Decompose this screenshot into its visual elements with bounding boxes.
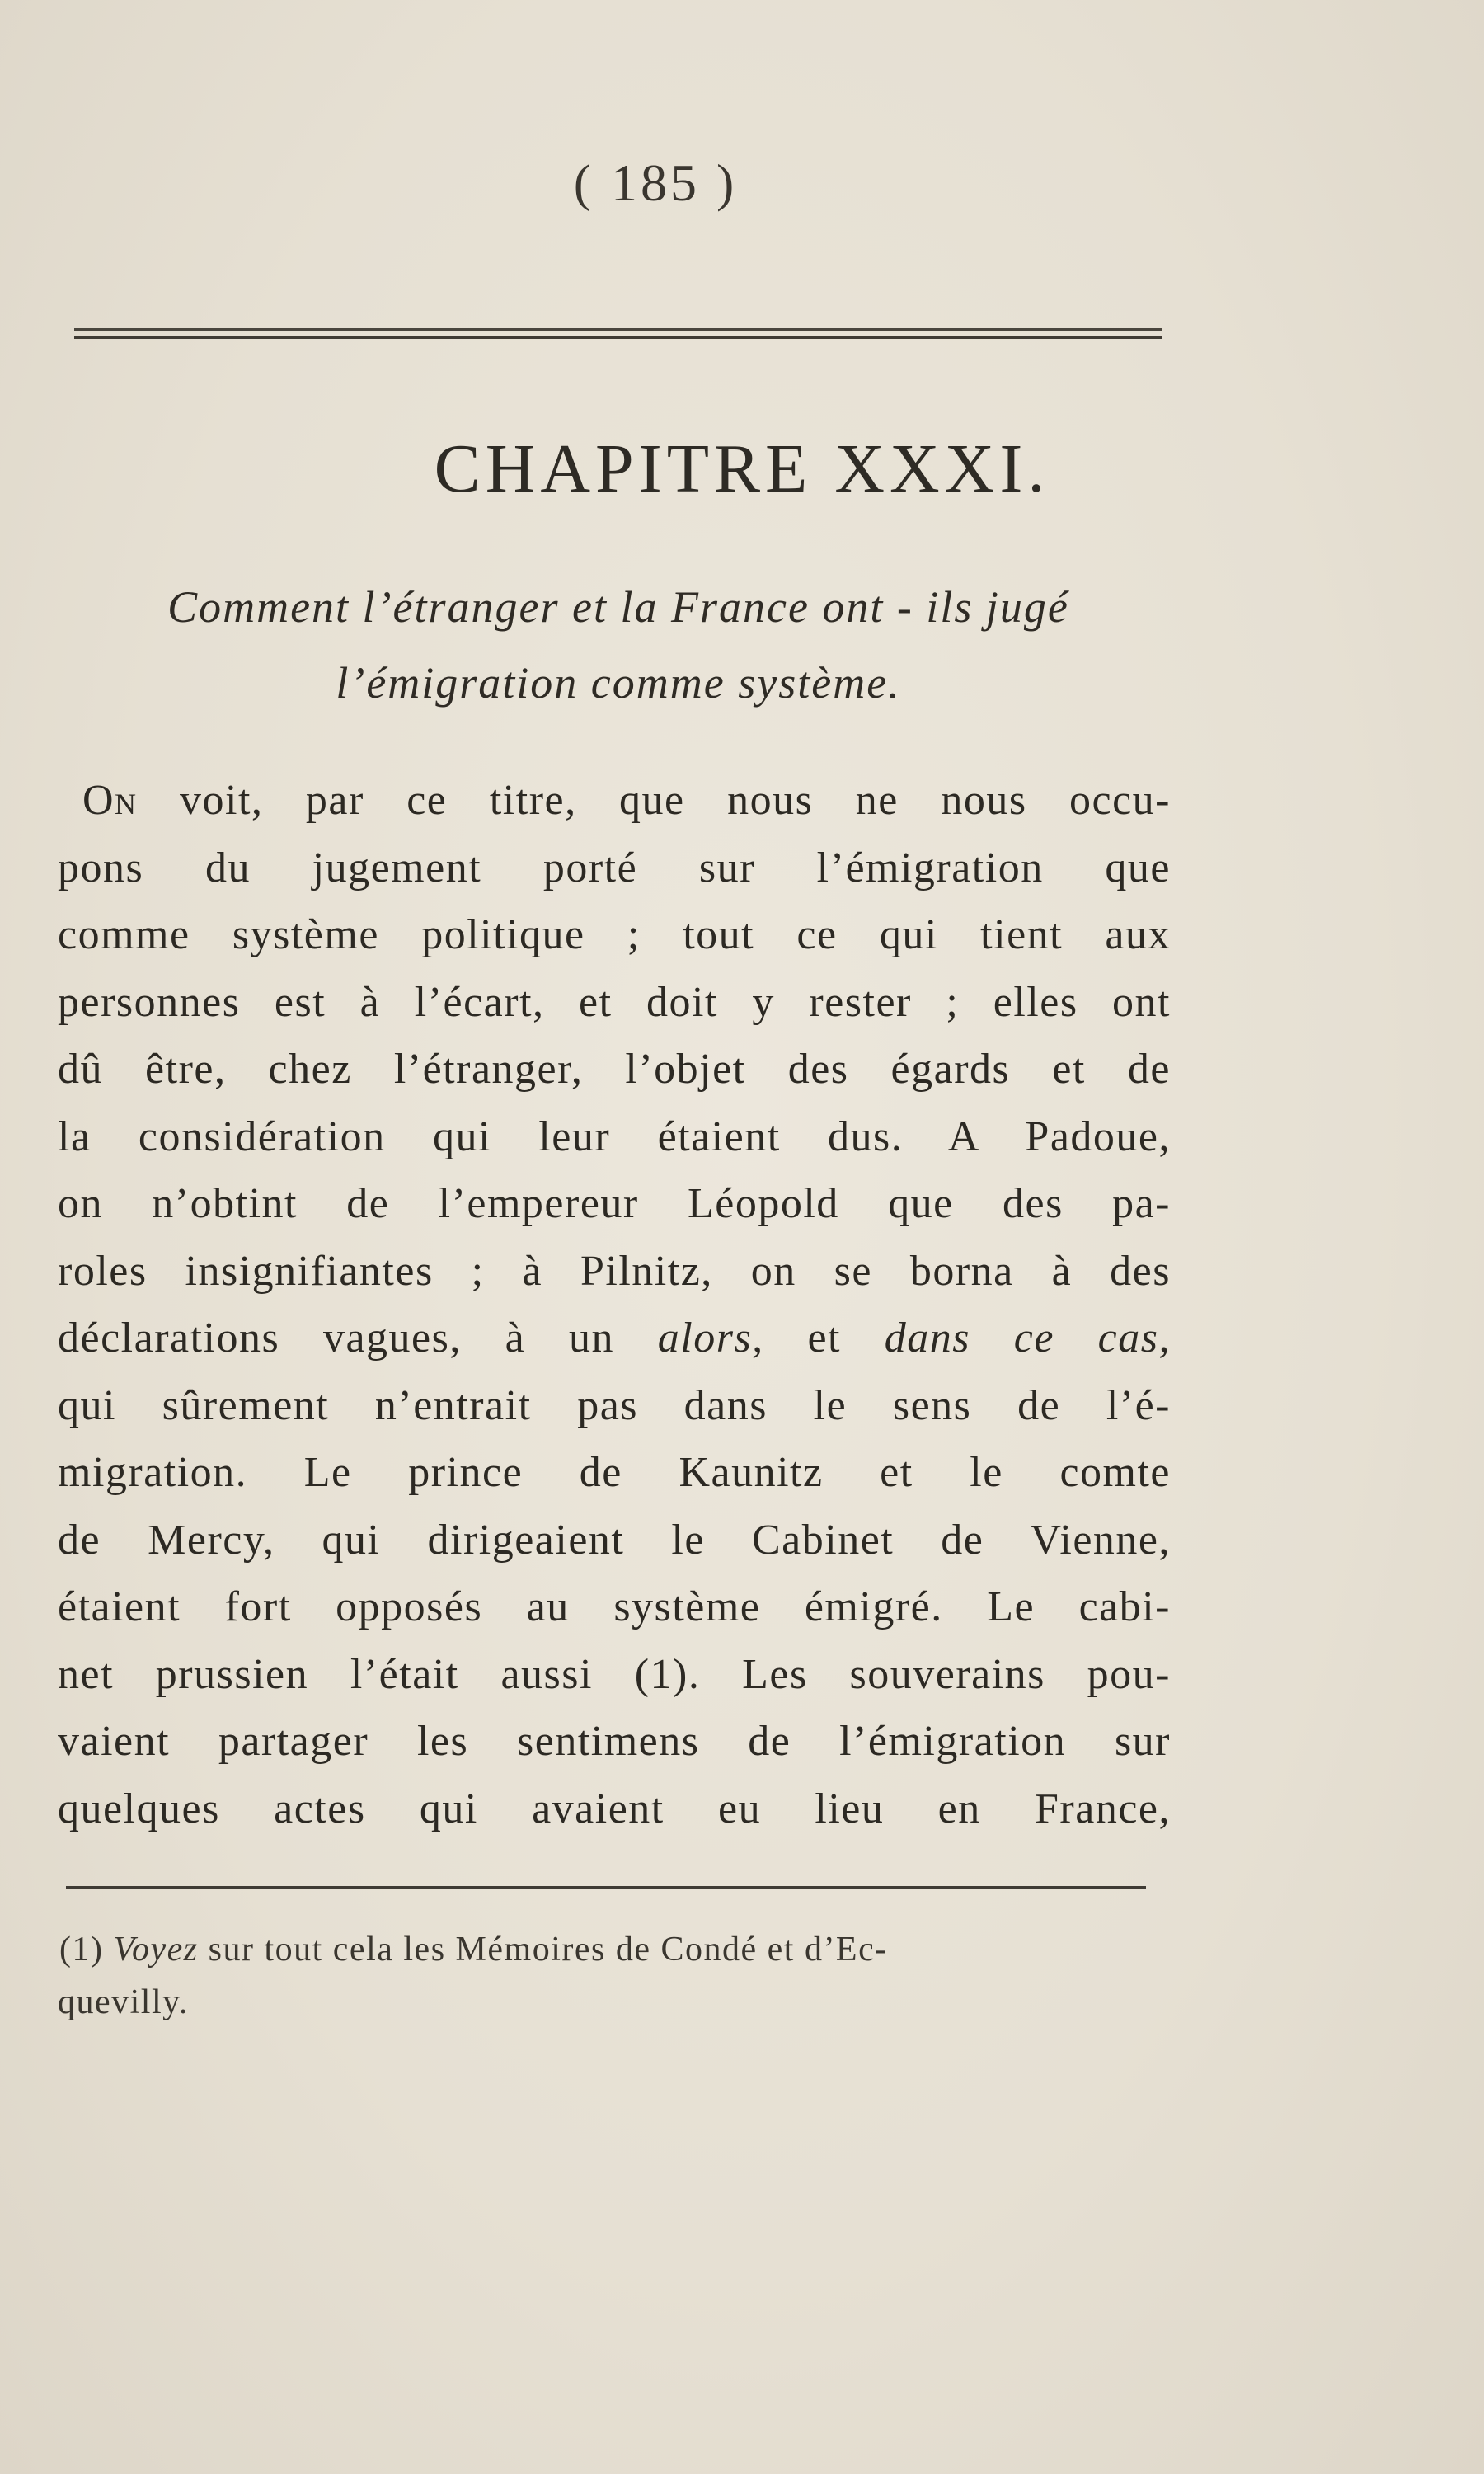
- body-line: la considération qui leur étaient dus. A Padoue,: [58, 1112, 1171, 1160]
- body-line: net prussien l’était aussi (1). Les souverains pou-: [58, 1650, 1171, 1698]
- subtitle-line: l’émigration comme système.: [336, 658, 901, 708]
- drop-word: On: [82, 777, 138, 824]
- body-line: qui sûrement n’entrait pas dans le sens de l’é-: [58, 1381, 1171, 1429]
- body-line: roles insignifiantes ; à Pilnitz, on se borna à des: [58, 1247, 1171, 1295]
- body-line: étaient fort opposés au système émigré. Le cabi-: [58, 1583, 1171, 1630]
- body-line: vaient partager les sentimens de l’émigration sur: [58, 1718, 1171, 1765]
- body-line-text: et: [763, 1315, 885, 1362]
- body-line: [58, 1305, 1171, 1372]
- body-line: pons du jugement porté sur l’émigration que: [58, 844, 1171, 891]
- italic-phrase: dans ce cas,: [884, 1315, 1171, 1362]
- body-line: [58, 767, 1171, 835]
- body-line: quelques actes qui avaient eu lieu en France,: [58, 1785, 1171, 1832]
- header-rule: [74, 328, 1162, 340]
- body-line-text: déclarations vagues, à un: [58, 1315, 658, 1362]
- header-rule-thin: [74, 328, 1162, 331]
- italic-phrase: alors,: [657, 1315, 764, 1362]
- page-number: ( 185 ): [573, 153, 738, 212]
- body-line: dû être, chez l’étranger, l’objet des égards et de: [58, 1046, 1171, 1093]
- footnote-marker: (1): [59, 1931, 114, 1968]
- body-line: on n’obtint de l’empereur Léopold que des pa-: [58, 1180, 1171, 1227]
- body-line: comme système politique ; tout ce qui tient aux: [58, 911, 1171, 958]
- footnote-rule: [66, 1886, 1146, 1889]
- chapter-subtitle: [58, 569, 1179, 721]
- body-line-text: voit, par ce titre, que nous ne nous occu-: [137, 777, 1171, 824]
- footnote: [58, 1923, 1179, 2029]
- header-rule-thick: [74, 336, 1162, 339]
- footnote-line: quevilly.: [58, 1983, 189, 2021]
- chapter-title: CHAPITRE XXXI.: [434, 430, 1050, 507]
- body-line: personnes est à l’écart, et doit y rester ; elles ont: [58, 978, 1171, 1026]
- footnote-italic: Voyez: [113, 1931, 199, 1968]
- body-line: migration. Le prince de Kaunitz et le comte: [58, 1449, 1171, 1496]
- footnote-line: [58, 1923, 1179, 1976]
- body-paragraph: [58, 767, 1171, 1842]
- body-line: de Mercy, qui dirigeaient le Cabinet de Vienne,: [58, 1516, 1171, 1564]
- subtitle-line: Comment l’étranger et la France ont - ils jugé: [167, 582, 1069, 632]
- footnote-text: sur tout cela les Mémoires de Condé et d’Ec-: [198, 1931, 888, 1968]
